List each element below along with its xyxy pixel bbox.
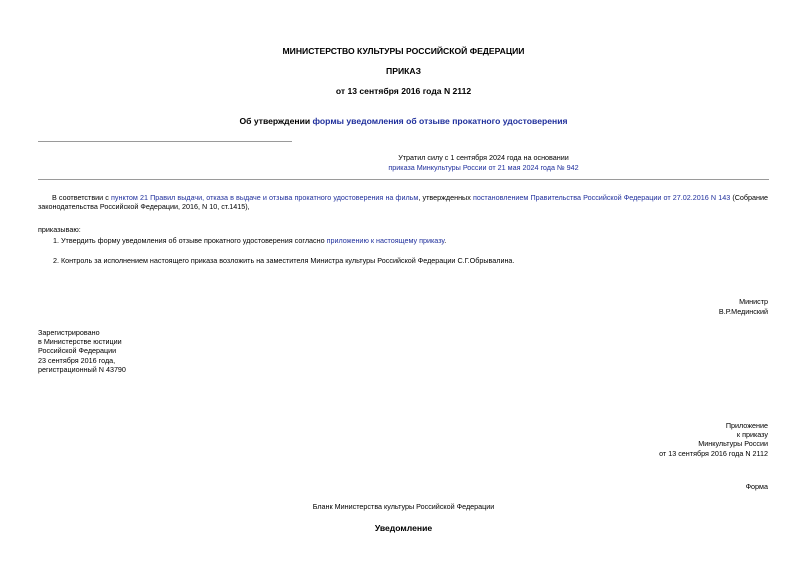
order-item-1 <box>53 236 446 245</box>
appendix-line: Минкультуры России <box>698 439 768 449</box>
order-word: приказываю: <box>38 225 81 234</box>
appendix-block <box>659 421 768 458</box>
doc-type-heading: ПРИКАЗ <box>386 66 421 76</box>
appendix-line: Приложение <box>725 421 768 430</box>
ministry-heading: МИНИСТЕРСТВО КУЛЬТУРЫ РОССИЙСКОЙ ФЕДЕРАЦИИ <box>282 46 525 56</box>
registration-line: Российской Федерации <box>38 346 117 356</box>
preamble-link-rules[interactable]: пунктом 21 Правил выдачи, отказа в выдаче и отзыва прокатного удостоверения на фильм <box>111 193 419 202</box>
registration-line: регистрационный N 43790 <box>38 364 126 374</box>
registration-line: 23 сентября 2016 года, <box>38 355 116 365</box>
registration-line: в Министерстве юстиции <box>38 337 122 347</box>
doc-title-link[interactable]: формы уведомления об отзыве прокатного удостоверения <box>312 116 568 126</box>
doc-date-heading: от 13 сентября 2016 года N 2112 <box>335 86 472 96</box>
preamble-part3: (Собрание законодательства Российской Федерации, 2016, N 10, ст.1415), <box>38 193 769 212</box>
registration-line: Зарегистрировано <box>38 328 100 337</box>
status-link[interactable]: приказа Минкультуры России от 21 мая 2024 года № 942 <box>388 163 579 173</box>
preamble-paragraph <box>38 193 768 211</box>
blank-label: Бланк Министерства культуры Российской Федерации <box>312 502 495 511</box>
notice-title: Уведомление <box>374 523 433 533</box>
preamble-part1: В соответствии с <box>52 193 112 202</box>
separator-full <box>38 179 769 180</box>
preamble-link-decree[interactable]: постановлением Правительства Российской Федерации от 27.02.2016 N 143 <box>472 193 731 202</box>
appendix-line: к приказу <box>736 430 768 440</box>
separator-short <box>38 141 292 142</box>
order-item-1-link[interactable]: приложению к настоящему приказу <box>326 236 445 245</box>
registration-block <box>38 328 126 374</box>
signature-name: В.Р.Мединский <box>718 307 768 316</box>
order-item-1-text: 1. Утвердить форму уведомления об отзыве прокатного удостоверения согласно <box>53 236 327 245</box>
signature-position: Министр <box>739 297 768 306</box>
order-item-2: 2. Контроль за исполнением настоящего приказа возложить на заместителя Министра культуры Российской Федерации С.Г.Обрывалина. <box>53 256 515 265</box>
status-line: Утратил силу с 1 сентября 2024 года на основании <box>398 153 569 162</box>
appendix-line: от 13 сентября 2016 года N 2112 <box>659 448 768 458</box>
order-item-1-end: . <box>444 236 447 245</box>
doc-title <box>0 116 807 127</box>
preamble-part2: , утвержденных <box>418 193 473 202</box>
doc-title-prefix: Об утверждении <box>239 116 313 126</box>
status-block <box>0 153 807 172</box>
form-label: Форма <box>745 482 768 491</box>
